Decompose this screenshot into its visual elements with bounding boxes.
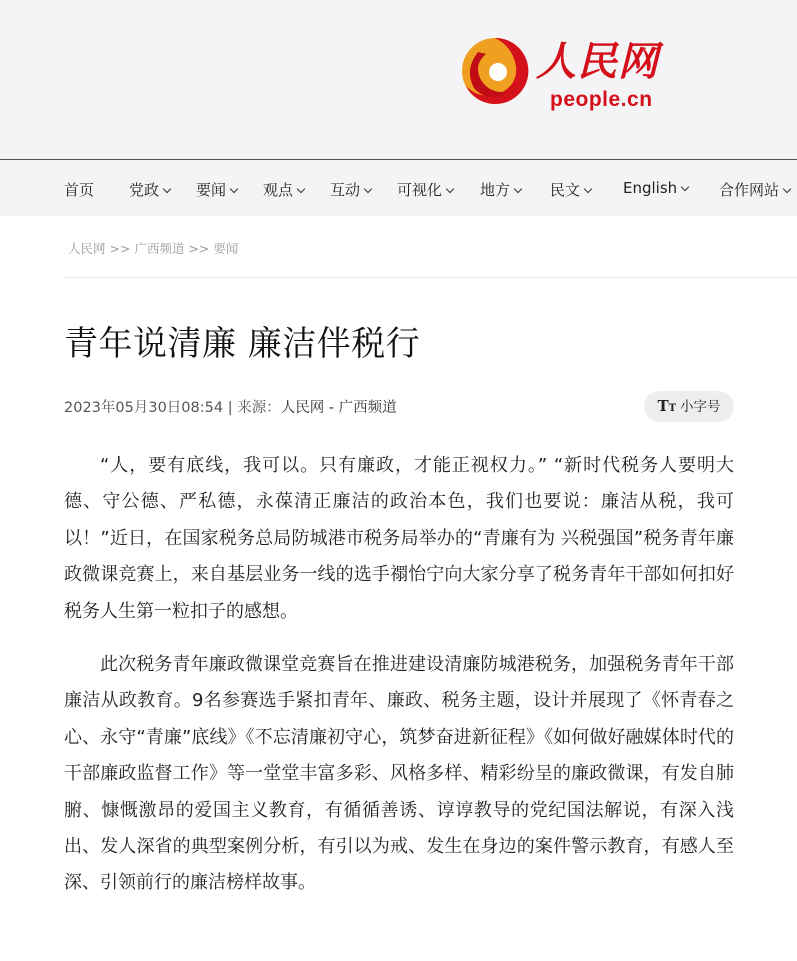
nav-item-label: 要闻 <box>196 181 227 199</box>
chevron-down-icon <box>446 185 454 193</box>
nav-item-partners[interactable] <box>719 179 790 200</box>
people-cn-logo[interactable] <box>458 28 688 118</box>
nav-item-english[interactable] <box>623 179 688 197</box>
chevron-down-icon <box>163 185 171 193</box>
nav-item-label: 民文 <box>550 181 581 199</box>
nav-item-label: 互动 <box>330 181 361 199</box>
nav-item-news[interactable] <box>196 179 237 200</box>
nav-item-label: English <box>623 179 678 197</box>
nav-item-label: 党政 <box>129 181 160 199</box>
breadcrumb-link-home[interactable]: 人民网 <box>68 241 106 256</box>
chevron-down-icon <box>514 185 522 193</box>
breadcrumb-link-section[interactable]: 要闻 <box>213 241 239 256</box>
chevron-down-icon <box>364 185 372 193</box>
logo-chinese-text: 人民网 <box>536 38 659 85</box>
nav-item-label: 地方 <box>480 181 511 199</box>
nav-item-interact[interactable] <box>330 179 371 200</box>
breadcrumb-divider <box>64 277 797 278</box>
breadcrumb-link-channel[interactable]: 广西频道 <box>134 241 185 256</box>
nav-item-visual[interactable] <box>397 179 453 200</box>
font-size-toggle-label: 小字号 <box>680 399 721 415</box>
article-datetime: 2023年05月30日08:54 <box>64 400 224 416</box>
article-source-link[interactable]: 人民网 - 广西频道 <box>280 400 397 416</box>
chevron-down-icon <box>681 183 689 191</box>
font-size-toggle-button[interactable] <box>644 391 734 422</box>
breadcrumb-separator: >> <box>188 241 210 256</box>
nav-item-home[interactable] <box>64 179 94 200</box>
main-nav <box>0 160 797 216</box>
nav-item-party-gov[interactable] <box>129 179 170 200</box>
nav-item-label: 首页 <box>64 181 95 199</box>
article-paragraph: 此次税务青年廉政微课堂竞赛旨在推进建设清廉防城港税务，加强税务青年干部廉洁从政教育。9名参赛选手紧扣青年、廉政、税务主题，设计并展现了《怀青春之心、永守“青廉”底线》《不忘清廉初守心，筑梦奋进新征程》《如何做好融媒体时代的干部廉政监督工作》等一堂堂丰富多彩、风格多样、精彩纷呈的廉政微课，有发自肺腑、慷慨激昂的爱国主义教育，有循循善诱、谆谆教导的党纪国法解说，有深入浅出、发人深省的典型案例分析，有引以为戒、发生在身边的案件警示教育，有感人至深、引领前行的廉洁榜样故事。 <box>64 654 734 894</box>
article-meta <box>64 396 397 417</box>
article-title: 青年说清廉 廉洁伴税行 <box>64 324 421 364</box>
nav-item-local[interactable] <box>480 179 521 200</box>
nav-item-label: 合作网站 <box>719 181 780 199</box>
text-size-icon: TT <box>657 397 677 415</box>
chevron-down-icon <box>230 185 238 193</box>
site-header <box>0 0 797 160</box>
logo-swirl-icon <box>458 34 532 108</box>
article-source-prefix: | 来源： <box>227 400 281 416</box>
chevron-down-icon <box>783 185 791 193</box>
breadcrumb-separator: >> <box>109 241 131 256</box>
breadcrumb <box>68 239 238 257</box>
logo-english-text: people.cn <box>550 88 653 111</box>
nav-item-opinion[interactable] <box>263 179 304 200</box>
chevron-down-icon <box>584 185 592 193</box>
nav-item-label: 观点 <box>263 181 294 199</box>
article-paragraph: “人，要有底线，我可以。只有廉政，才能正视权力。” “新时代税务人要明大德、守公德、严私德，永葆清正廉洁的政治本色，我们也要说：廉洁从税，我可以！”近日，在国家税务总局防城港市税务局举办的“青廉有为 兴税强国”税务青年廉政微课竞赛上，来自基层业务一线的选手禤怡宁向大家分享了税务青年干部如何扣好税务人生第一粒扣子的感想。 <box>64 455 734 622</box>
nav-item-ethnic[interactable] <box>550 179 591 200</box>
chevron-down-icon <box>297 185 305 193</box>
article-body <box>64 448 734 902</box>
nav-item-label: 可视化 <box>397 181 443 199</box>
